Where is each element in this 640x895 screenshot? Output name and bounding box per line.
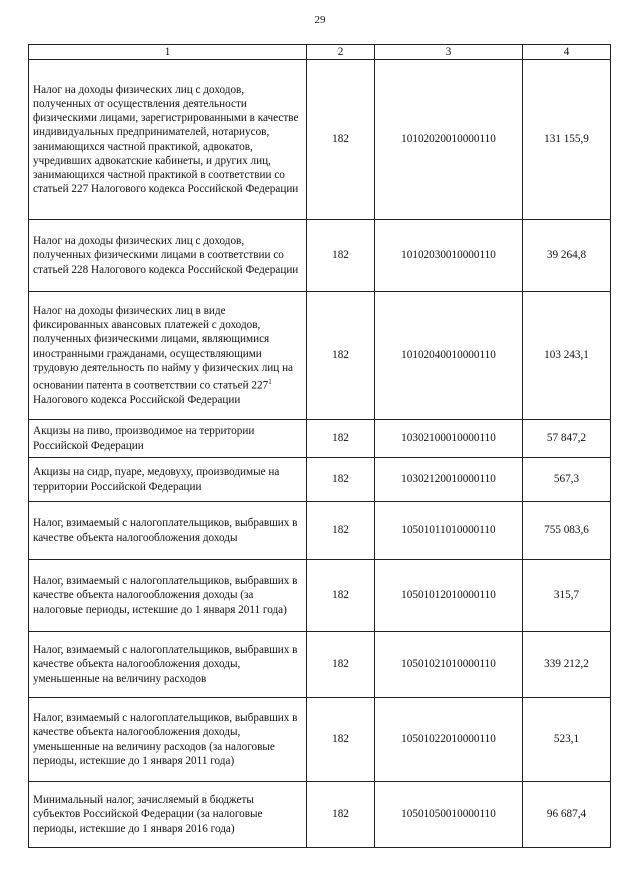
revenue-name: Акцизы на пиво, производимое на территории Российской Федерации bbox=[29, 420, 307, 458]
amount: 131 155,9 bbox=[523, 60, 611, 220]
admin-code: 182 bbox=[307, 458, 375, 502]
revenue-name: Налог, взимаемый с налогоплательщиков, выбравших в качестве объекта налогообложения доходы (за налоговые периоды, истекшие до 1 января 2011 года) bbox=[29, 560, 307, 632]
amount: 755 083,6 bbox=[523, 502, 611, 560]
column-header-2: 2 bbox=[307, 45, 375, 60]
amount: 339 212,2 bbox=[523, 632, 611, 698]
amount: 39 264,8 bbox=[523, 220, 611, 292]
column-header-3: 3 bbox=[375, 45, 523, 60]
budget-code: 10501022010000110 bbox=[375, 698, 523, 782]
amount: 315,7 bbox=[523, 560, 611, 632]
table-row bbox=[29, 560, 611, 632]
table-row bbox=[29, 292, 611, 420]
table-row bbox=[29, 502, 611, 560]
revenue-name bbox=[29, 292, 307, 420]
table-row bbox=[29, 60, 611, 220]
admin-code: 182 bbox=[307, 420, 375, 458]
page-number: 29 bbox=[314, 14, 326, 26]
column-number-row bbox=[29, 45, 611, 60]
revenue-name-text-end: Налогового кодекса Российской Федерации bbox=[33, 393, 241, 406]
budget-code: 10302100010000110 bbox=[375, 420, 523, 458]
amount: 567,3 bbox=[523, 458, 611, 502]
budget-code: 10102030010000110 bbox=[375, 220, 523, 292]
table-row bbox=[29, 632, 611, 698]
revenue-name: Налог, взимаемый с налогоплательщиков, выбравших в качестве объекта налогообложения доходы, уменьшенные на величину расходов (за налоговые периоды, истекшие до 1 января 2011 года) bbox=[29, 698, 307, 782]
revenue-name-text: Налог на доходы физических лиц в виде фиксированных авансовых платежей с доходов, полученных физическими лицами, являющимися иностранными гражданами, осуществляющими трудовую деятельность по найму у физических лиц на основании патента в соответствии со статьей 227 bbox=[33, 304, 294, 392]
table-row bbox=[29, 698, 611, 782]
revenue-name: Налог на доходы физических лиц с доходов, полученных физическими лицами в соответствии со статьей 228 Налогового кодекса Российской Федерации bbox=[29, 220, 307, 292]
article-superscript: 1 bbox=[268, 377, 272, 386]
column-header-1: 1 bbox=[29, 45, 307, 60]
column-header-4: 4 bbox=[523, 45, 611, 60]
revenue-name: Минимальный налог, зачисляемый в бюджеты субъектов Российской Федерации (за налоговые периоды, истекшие до 1 января 2016 года) bbox=[29, 782, 307, 848]
budget-code: 10501050010000110 bbox=[375, 782, 523, 848]
amount: 103 243,1 bbox=[523, 292, 611, 420]
revenue-name: Налог, взимаемый с налогоплательщиков, выбравших в качестве объекта налогообложения доходы, уменьшенные на величину расходов bbox=[29, 632, 307, 698]
budget-code: 10501021010000110 bbox=[375, 632, 523, 698]
budget-code: 10302120010000110 bbox=[375, 458, 523, 502]
revenue-name: Акцизы на сидр, пуаре, медовуху, производимые на территории Российской Федерации bbox=[29, 458, 307, 502]
table-row bbox=[29, 220, 611, 292]
admin-code: 182 bbox=[307, 60, 375, 220]
table-row bbox=[29, 420, 611, 458]
admin-code: 182 bbox=[307, 292, 375, 420]
admin-code: 182 bbox=[307, 220, 375, 292]
admin-code: 182 bbox=[307, 632, 375, 698]
table-row bbox=[29, 458, 611, 502]
amount: 523,1 bbox=[523, 698, 611, 782]
revenue-name: Налог на доходы физических лиц с доходов, полученных от осуществления деятельности физическими лицами, зарегистрированными в качестве индивидуальных предпринимателей, нотариусов, занимающихся частной практикой, адвокатов, учредивших адвокатские кабинеты, и других лиц, занимающихся частной практикой в соответствии со статьей 227 Налогового кодекса Российской Федерации bbox=[29, 60, 307, 220]
budget-code: 10102040010000110 bbox=[375, 292, 523, 420]
amount: 96 687,4 bbox=[523, 782, 611, 848]
budget-code: 10501011010000110 bbox=[375, 502, 523, 560]
table-row bbox=[29, 782, 611, 848]
admin-code: 182 bbox=[307, 560, 375, 632]
budget-code: 10102020010000110 bbox=[375, 60, 523, 220]
revenue-table bbox=[28, 44, 611, 848]
admin-code: 182 bbox=[307, 698, 375, 782]
revenue-name: Налог, взимаемый с налогоплательщиков, выбравших в качестве объекта налогообложения доходы bbox=[29, 502, 307, 560]
admin-code: 182 bbox=[307, 502, 375, 560]
budget-code: 10501012010000110 bbox=[375, 560, 523, 632]
amount: 57 847,2 bbox=[523, 420, 611, 458]
admin-code: 182 bbox=[307, 782, 375, 848]
